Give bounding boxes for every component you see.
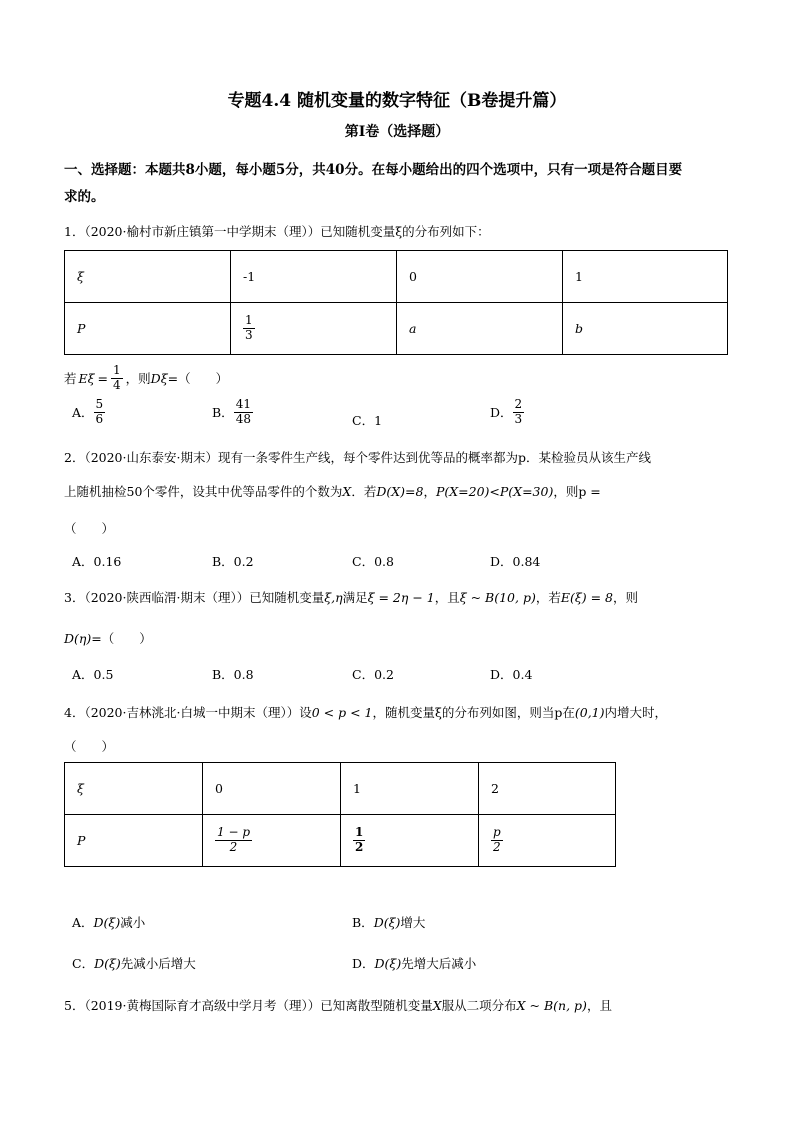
q1-table-header-p: P [65,303,231,355]
q1-table-prob-1 [231,303,397,355]
q1-table-value-0: 0 [397,251,563,303]
q1-option-b[interactable]: B． $\frac{41}{48}$ [212,397,251,426]
q3-line1: 3．（2020·陕西临渭·期末（理））已知随机变量ξ,η满足ξ = 2η − 1，且ξ ~ B(10, p)，若E(ξ) = 8，则 [64,590,639,605]
q2-option-a[interactable]: A．0.16 [72,554,122,569]
q2-option-c[interactable]: C．0.8 [352,554,394,569]
q3-option-c[interactable]: C．0.2 [352,667,394,682]
q4-table-header-p: P [65,815,203,867]
q4-table-prob-0 [203,815,341,867]
q3-option-d[interactable]: D．0.4 [490,667,533,682]
q4-table-prob-2 [479,815,616,867]
q4-option-d[interactable]: D．D(ξ)先增大后减小 [352,956,477,971]
q2-option-d[interactable]: D．0.84 [490,554,541,569]
q2-line1: 2．（2020·山东泰安·期末）现有一条零件生产线，每个零件达到优等品的概率都为p．某检验员从该生产线 [64,450,651,465]
q1-option-d[interactable]: D． $\frac{2}{3}$ [490,397,523,426]
q4-option-a[interactable]: A．D(ξ)减小 [72,915,146,930]
q4-fraction-2: $\frac{1}{2}$ [355,825,364,854]
page-title: 专题4.4 随机变量的数字特征（B卷提升篇） [227,91,567,111]
q1-table-header-xi: ξ [65,251,231,303]
q1-table-prob-b: b [563,303,728,355]
q4-fraction-1: $\frac{1 - p}{2}$ [217,825,250,854]
section-instructions-line2: 求的。 [64,189,105,205]
q2-answer-paren: （ ） [64,521,115,536]
q4-table-prob-1 [341,815,479,867]
q4-answer-paren: （ ） [64,739,115,754]
q3-option-b[interactable]: B．0.8 [212,667,254,682]
q4-option-b[interactable]: B．D(ξ)增大 [352,915,426,930]
q4-table-value-1: 1 [341,763,479,815]
q4-table-value-2: 2 [479,763,616,815]
q4-table-value-0: 0 [203,763,341,815]
q1-table-prob-a: a [397,303,563,355]
q1-condition: 若 Eξ = $\frac{1}{4}$ ，则 Dξ =（ ） [64,363,229,392]
q4-line1: 4．（2020·吉林洮北·白城一中期末（理））设0 < p < 1，随机变量ξ的分布列如图，则当p在(0,1)内增大时， [64,705,668,720]
q5-line1: 5．（2019·黄梅国际育才高级中学月考（理））已知离散型随机变量X服从二项分布X ~ B(n, p)，且 [64,998,612,1013]
q2-line2: 上随机抽检50个零件，设其中优等品零件的个数为X．若D(X)=8，P(X=20)<P(X=30)，则p = [64,484,601,499]
q4-fraction-3: $\frac{p}{2}$ [493,825,501,854]
q3-line2: D(η)=（ ） [64,631,152,646]
q1-option-a[interactable]: A． $\frac{5}{6}$ [72,397,104,426]
q3-option-a[interactable]: A．0.5 [72,667,114,682]
q4-table-header-xi: ξ [65,763,203,815]
q1-table-value-neg1: -1 [231,251,397,303]
section-instructions-line1: 一、选择题：本题共8小题，每小题5分，共40分。在每小题给出的四个选项中，只有一项是符合题目要 [64,162,683,178]
q1-option-c[interactable]: C．1 [352,413,383,428]
q1-fraction-one-fourth: $\frac{1}{4}$ [113,363,121,392]
section-subtitle: 第I卷（选择题） [344,124,450,140]
q4-option-c[interactable]: C．D(ξ)先减小后增大 [72,956,196,971]
q1-table-value-1: 1 [563,251,728,303]
q1-distribution-table [64,250,728,355]
q4-distribution-table [64,762,616,867]
q1-stem: 1．（2020·榆村市新庄镇第一中学期末（理））已知随机变量ξ的分布列如下： [64,224,490,239]
q1-fraction-one-third: $\frac{1}{3}$ [245,313,253,342]
q2-option-b[interactable]: B．0.2 [212,554,254,569]
